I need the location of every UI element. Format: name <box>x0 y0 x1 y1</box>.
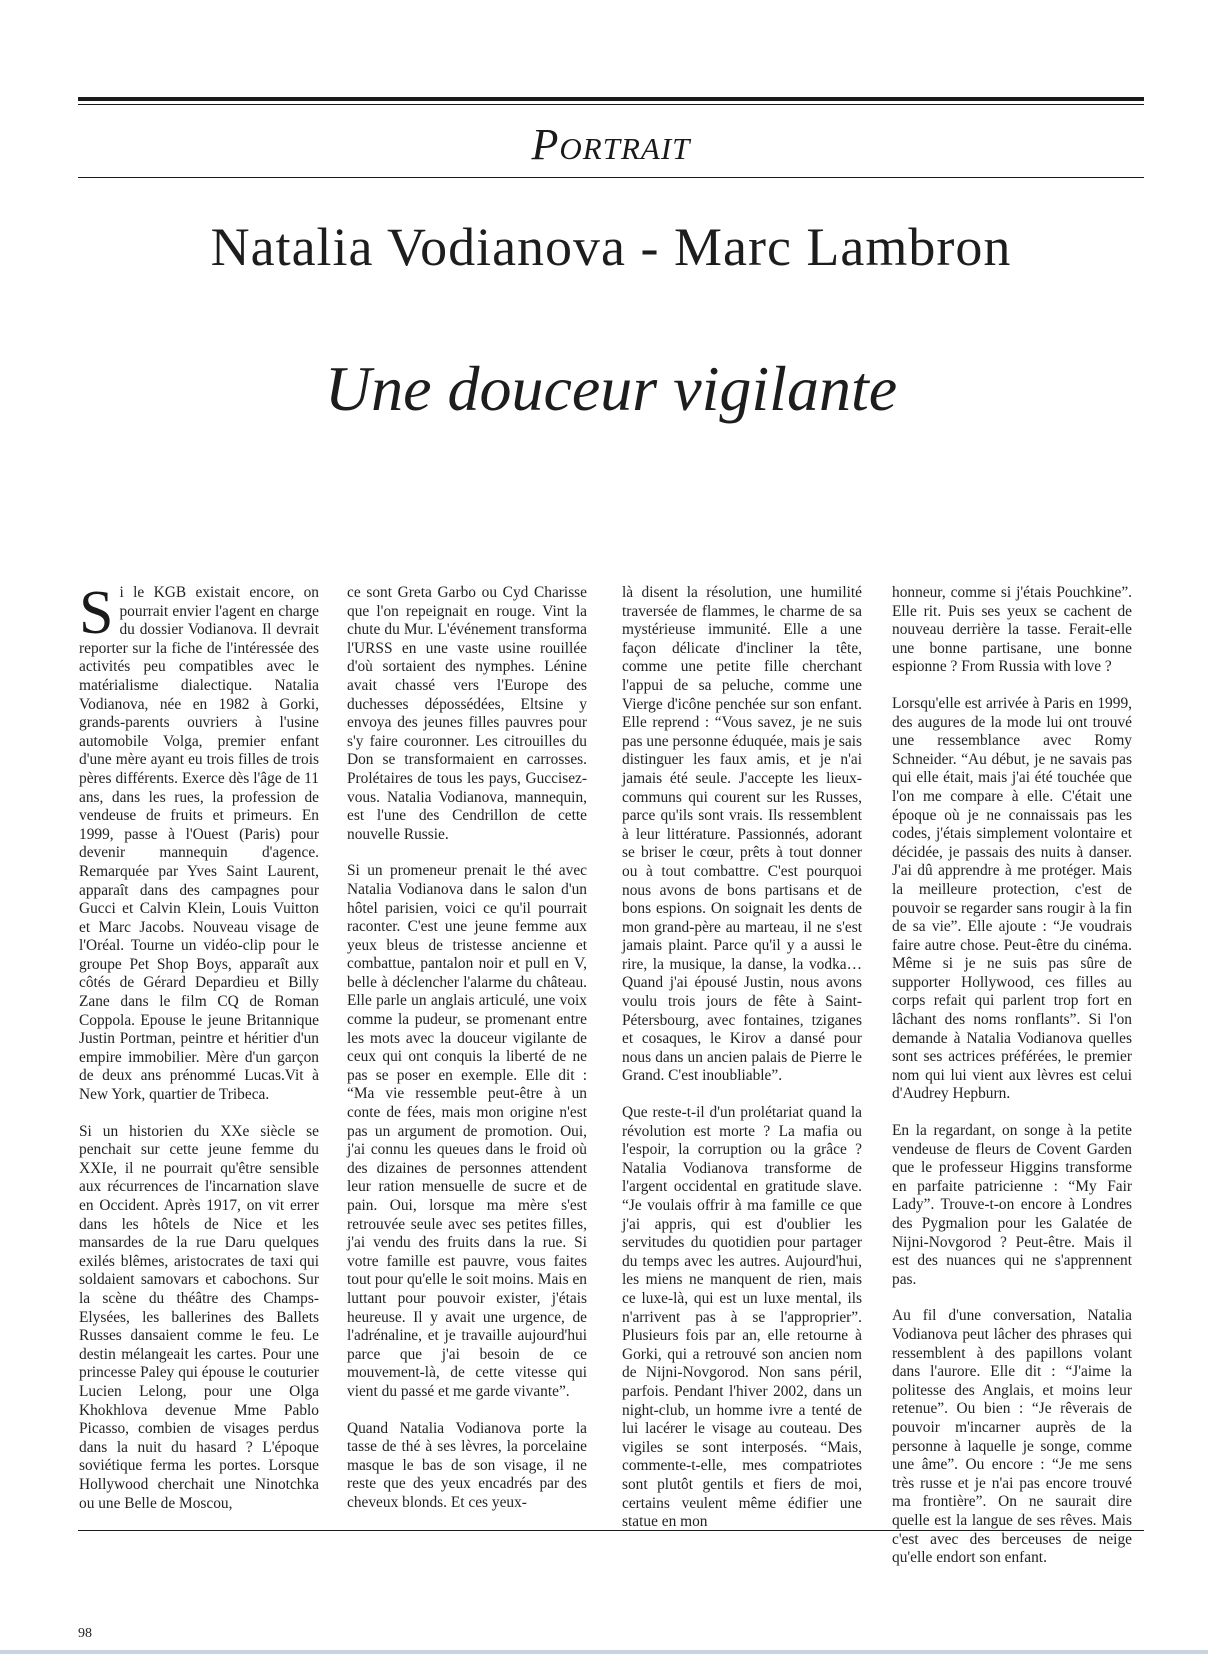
paragraph: Que reste-t-il d'un prolétariat quand la révolution est morte ? La mafia ou l'espoir, la corruption ou la grâce ? Natalia Vodianova transforme de l'argent occidental en gratitude slave. “Je voulais offrir à ma famille ce que j'ai appris, qui est d'oublier les servitudes du quotidien pour partager du temps avec les autres. Aujourd'hui, les miens ne manquent de rien, mais ce luxe-là, qui est un luxe mental, ils n'arrivent pas à se l'approprier”. Plusieurs fois par an, elle retourne à Gorki, qui a retrouvé son ancien nom de Nijni-Novgorod. Non sans péril, parfois. Pendant l'hiver 2002, dans un night-club, un homme ivre a tenté de lui lacérer le visage au couteau. Des vigiles se sont interposés. “Mais, commente-t-elle, mes compatriotes sont plutôt gentils et fiers de moi, certains veulent même édifier une statue en mon <box>622 1104 862 1531</box>
paragraph <box>79 579 319 1105</box>
paragraph: Quand Natalia Vodianova porte la tasse de thé à ses lèvres, la porcelaine masque le bas de son visage, il ne reste que des yeux encadrés par des cheveux blonds. Et ces yeux- <box>347 1419 587 1511</box>
paragraph: ce sont Greta Garbo ou Cyd Charisse que l'on repeignait en rouge. Vint la chute du Mur. L'événement transforma l'URSS en une vaste usine rouillée d'où sortaient des nymphes. Lénine avait chassé vers l'Europe des duchesses dépossédées, Eltsine y envoya des jeunes filles pauvres pour s'y faire couronner. Les citrouilles du Don se transformaient en carrosses. Prolétaires de tous les pays, Guccisez-vous. Natalia Vodianova, mannequin, est l'une des Cendrillon de cette nouvelle Russie. <box>347 584 587 843</box>
paragraph: là disent la résolution, une humilité traversée de flammes, le charme de sa mystérieuse immunité. Elle a une façon délicate d'incliner la tête, comme une petite fille cherchant l'appui de sa peluche, comme une Vierge d'icône penchée sur son enfant. Elle reprend : “Vous savez, je ne suis pas une personne éduquée, mais je sais distinguer les faux amis, et je n'ai jamais été seule. J'accepte les lieux-communs qui courent sur les Russes, parce qu'ils sont vrais. Ils ressemblent à leur littérature. Passionnés, adorant se briser le cœur, prêts à tout donner ou à tout combattre. C'est pourquoi nous avons de bons partisans et de bons espions. On soignait les dents de mon grand-père au marteau, il ne s'est jamais plaint. Parce qu'il y a aussi le rire, la musique, la danse, la vodka… Quand j'ai épousé Justin, nous avons voulu trois jours de fête à Saint-Pétersbourg, avec fontaines, tziganes et cosaques, le Kirov a dansé pour nous dans un ancien palais de Pierre le Grand. C'est inoubliable”. <box>622 584 862 1085</box>
text-column-4 <box>892 584 1132 1567</box>
header-top-rule-thin <box>78 104 1144 105</box>
paragraph: Lorsqu'elle est arrivée à Paris en 1999, des augures de la mode lui ont trouvé une ressemblance avec Romy Schneider. “Au début, je ne savais pas qui elle était, mais j'ai été touchée que l'on me compare à elle. C'était une époque où je ne connaissais pas les codes, j'étais simplement volontaire et décidée, je passais des nuits à danser. J'ai dû apprendre à me protéger. Mais la meilleure protection, c'est de pouvoir se regarder sans rougir à la fin de sa vie”. Elle ajoute : “Je voudrais faire autre chose. Peut-être du cinéma. Même si je ne suis pas sûre de supporter Hollywood, ces filles au corps refait qui parlent trop fort en lâchant des noms ronflants”. Si l'on demande à Natalia Vodianova quelles sont ses actrices préférées, le premier nom qui lui vient aux lèvres est celui d'Audrey Hepburn. <box>892 694 1132 1103</box>
page-number: 98 <box>78 1626 92 1641</box>
text-column-1 <box>79 579 319 1524</box>
paragraph-text: i le KGB existait encore, on pourrait envier l'agent en charge du dossier Vodianova. Il devrait reporter sur la fiche de l'intéressée des activités peu compatibles avec le matérialisme dialectique. Natalia Vodianova, née en 1982 à Gorki, grands-parents ouvriers à l'usine automobile Volga, premier enfant d'une mère ayant eu trois filles de trois pères différents. Exerce dès l'âge de 11 ans, dans les rues, la profession de vendeuse de fruits et primeurs. En 1999, passe à l'Ouest (Paris) pour devenir mannequin d'agence. Remarquée par Yves Saint Laurent, apparaît dans des campagnes pour Gucci et Calvin Klein, Louis Vuitton et Marc Jacobs. Nouveau visage de l'Oréal. Tourne un vidéo-clip pour le groupe Pet Shop Boys, apparaît aux côtés de Gérard Depardieu et Billy Zane dans le film CQ de Roman Coppola. Epouse le jeune Britannique Justin Portman, peintre et héritier d'un empire immobilier. Mère d'un garçon de deux ans prénommé Lucas.Vit à New York, quartier de Tribeca. <box>79 584 319 1104</box>
scan-bottom-edge <box>0 1650 1208 1654</box>
drop-cap: S <box>79 579 114 647</box>
paragraph: Au fil d'une conversation, Natalia Vodianova peut lâcher des phrases qui ressemblent à des papillons volant dans l'aurore. Elle dit : “J'aime la politesse des Anglais, et moins leur retenue”. Ou bien : “Je rêverais de pouvoir m'incarner auprès de la personne à laquelle je songe, comme une âme”. Ou encore : “Je me sens très russe et je n'ai pas encore trouvé ma frontière”. On ne saurait dire quelle est la langue de ses rêves. Mais c'est avec des berceuses de neige qu'elle endort son enfant. <box>892 1307 1132 1567</box>
paragraph: En la regardant, on songe à la petite vendeuse de fleurs de Covent Garden que le professeur Higgins transforme en parfaite patricienne : “My Fair Lady”. Trouve-t-on encore à Londres des Pygmalion pour les Galatée de Nijni-Novgorod ? Peut-être. Mais il est des nuances qui ne s'apprennent pas. <box>892 1122 1132 1288</box>
section-title: Portrait <box>531 120 691 169</box>
paragraph: Si un promeneur prenait le thé avec Natalia Vodianova dans le salon d'un hôtel parisien, voici ce qu'il pourrait raconter. C'est une jeune femme aux yeux bleus de tristesse ancienne et combattue, pantalon noir et pull en V, belle à déclencher l'alarme du château. Elle parle un anglais articulé, une voix comme la pudeur, se promenant entre les mots avec la douceur vigilante de ceux qui ont conquis la liberté de ne pas se poser en exemple. Elle dit : “Ma vie ressemble peut-être à un conte de fées, mais mon origine n'est pas un argument de promotion. Oui, j'ai connu les queues dans le froid où des dizaines de personnes attendent leur ration mensuelle de sucre et de pain. Oui, lorsque ma mère s'est retrouvée seule avec ses petites filles, j'ai vendu des fruits dans la rue. Si votre famille est pauvre, vous faites tout pour qu'elle le soit moins. Mais en luttant pour pouvoir exister, j'étais heureuse. Il y avait une urgence, de l'adrénaline, et je travaille aujourd'hui parce que j'ai besoin de ce mouvement-là, de cette vitesse qui vient du passé et me garde vivante”. <box>347 862 587 1400</box>
text-column-2 <box>347 584 587 1524</box>
header-bottom-rule <box>78 177 1144 178</box>
text-column-3 <box>622 584 862 1531</box>
article-authors: Natalia Vodianova - Marc Lambron <box>210 217 1012 277</box>
paragraph: honneur, comme si j'étais Pouchkine”. Elle rit. Puis ses yeux se cachent de nouveau derrière la tasse. Ferait-elle une bonne partisane, une bonne espionne ? From Russia with love ? <box>892 584 1132 676</box>
header-top-rule <box>78 97 1144 101</box>
paragraph: Si un historien du XXe siècle se penchait sur cette jeune femme du XXIe, il ne pourrait qu'être sensible aux récurrences de l'incarnation slave en Occident. Après 1917, on vit errer dans les hôtels de Nice et les mansardes de la rue Daru quelques exilés blêmes, aristocrates de taxi qui soldaient samovars et cabochons. Sur la scène du théâtre des Champs-Elysées, les ballerines des Ballets Russes dansaient comme le feu. Le destin mélangeait les cartes. Pour une princesse Paley qui épouse le couturier Lucien Lelong, pour une Olga Khokhlova devenue Mme Pablo Picasso, combien de visages perdus dans la nuit du hasard ? L'époque soviétique ferma les portes. Lorsque Hollywood cherchait une Ninotchka ou une Belle de Moscou, <box>79 1122 319 1512</box>
article-headline: Une douceur vigilante <box>324 353 898 424</box>
footer-rule <box>78 1530 1144 1531</box>
